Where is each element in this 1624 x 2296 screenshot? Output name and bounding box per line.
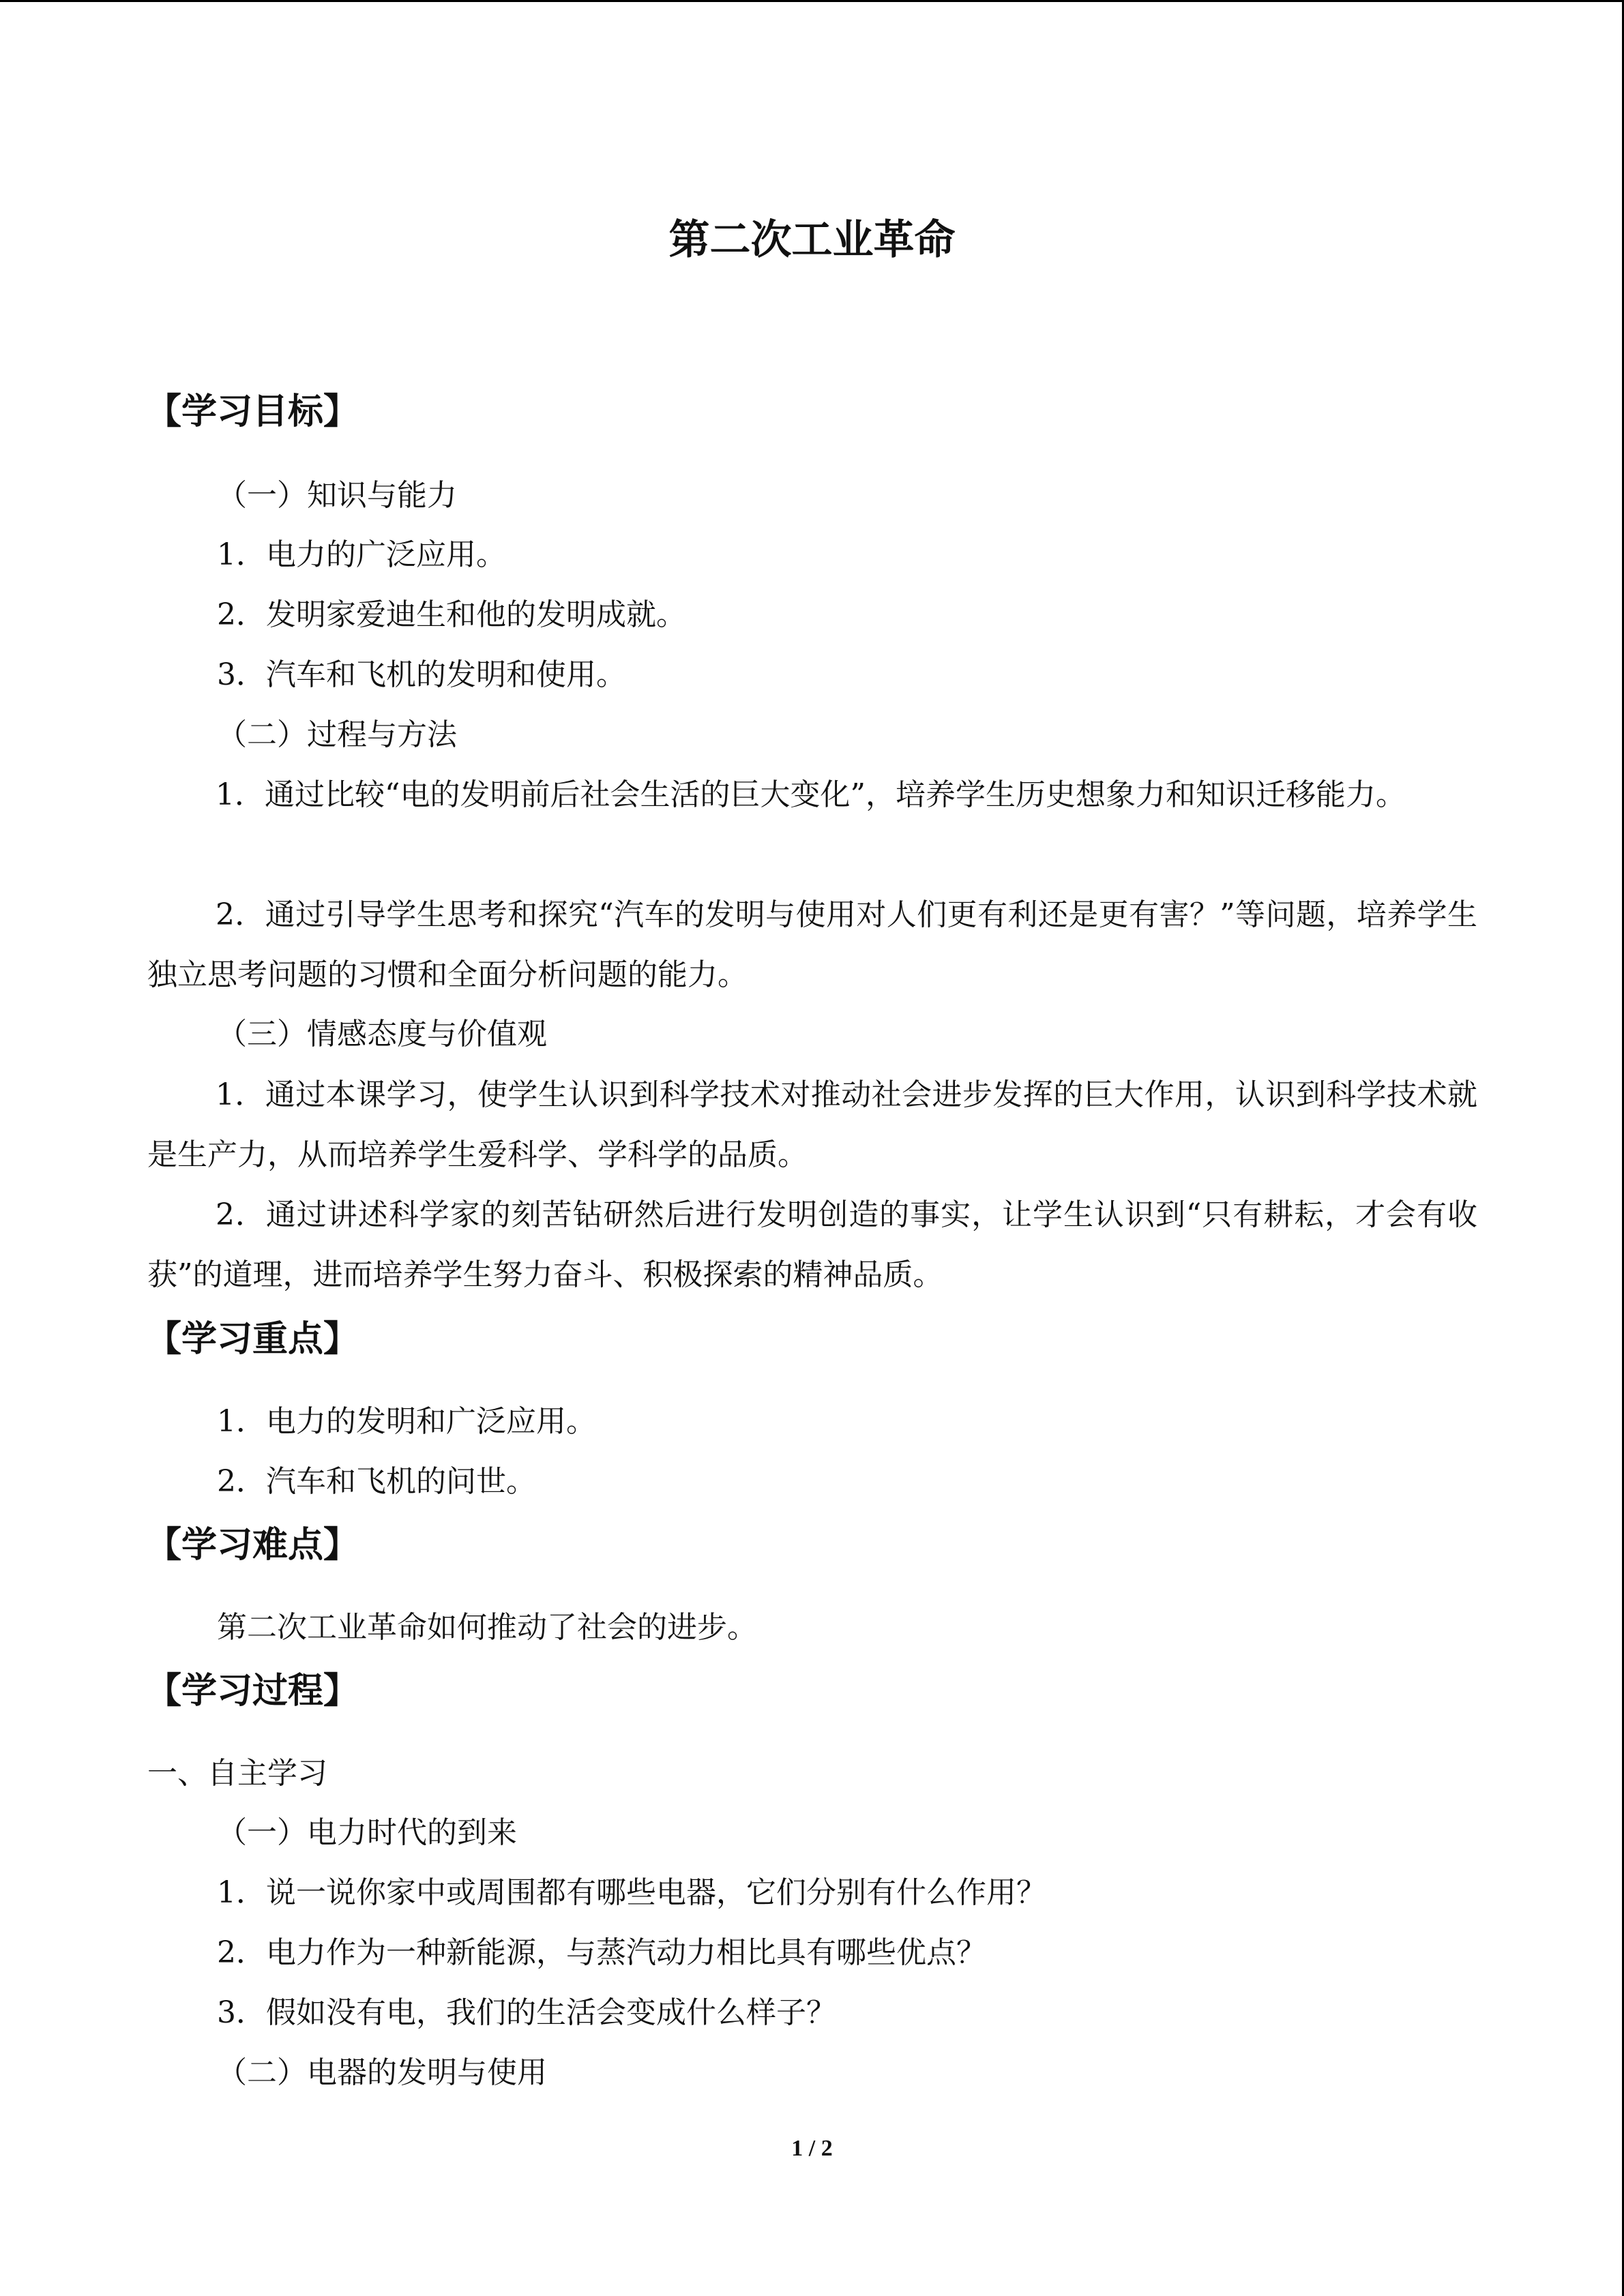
process-sub-electricity: （一）电力时代的到来 <box>217 1815 517 1850</box>
goals-process-item-1: 1．通过比较“电的发明前后社会生活的巨大变化”，培养学生历史想象力和知识迁移能力。 <box>216 777 1406 812</box>
process-item-3: 3．假如没有电，我们的生活会变成什么样子？ <box>217 1995 836 2030</box>
goals-process-item-2: 2．通过引导学生思考和探究“汽车的发明与使用对人们更有利还是更有害？”等问题，培养学生独立思考问题的习惯和全面分析问题的能力。 <box>147 897 1477 992</box>
process-item-2: 2．电力作为一种新能源，与蒸汽动力相比具有哪些优点？ <box>217 1935 986 1970</box>
goals-knowledge-item-2: 2．发明家爱迪生和他的发明成就。 <box>217 597 686 632</box>
page-number: 1 / 2 <box>791 2136 833 2161</box>
goals-sub-process: （二）过程与方法 <box>217 717 457 752</box>
difficulty-text: 第二次工业革命如何推动了社会的进步。 <box>217 1610 757 1645</box>
page-title: 第二次工业革命 <box>668 216 956 264</box>
heading-key-points: 【学习重点】 <box>146 1319 359 1360</box>
goals-knowledge-item-3: 3．汽车和飞机的发明和使用。 <box>217 657 626 692</box>
goals-sub-knowledge: （一）知识与能力 <box>217 478 457 513</box>
goals-values-item-1: 1．通过本课学习，使学生认识到科学技术对推动社会进步发挥的巨大作用，认识到科学技术就是生产力，从而培养学生爱科学、学科学的品质。 <box>147 1077 1477 1172</box>
heading-learning-process: 【学习过程】 <box>146 1671 359 1712</box>
heading-difficulties: 【学习难点】 <box>146 1525 359 1566</box>
key-point-item-1: 1．电力的发明和广泛应用。 <box>217 1404 596 1439</box>
key-point-item-2: 2．汽车和飞机的问世。 <box>217 1464 536 1499</box>
process-item-1: 1．说一说你家中或周围都有哪些电器，它们分别有什么作用？ <box>217 1875 1046 1910</box>
goals-values-item-2: 2．通过讲述科学家的刻苦钻研然后进行发明创造的事实，让学生认识到“只有耕耘，才会有收获”的道理，进而培养学生努力奋斗、积极探索的精神品质。 <box>147 1197 1477 1292</box>
heading-learning-goals: 【学习目标】 <box>146 391 359 432</box>
goals-sub-values: （三）情感态度与价值观 <box>217 1017 547 1052</box>
process-sub-appliances: （二）电器的发明与使用 <box>217 2055 547 2090</box>
goals-knowledge-item-1: 1．电力的广泛应用。 <box>217 537 506 572</box>
process-part-1: 一、自主学习 <box>147 1756 327 1791</box>
page-top-border <box>0 0 1624 2</box>
